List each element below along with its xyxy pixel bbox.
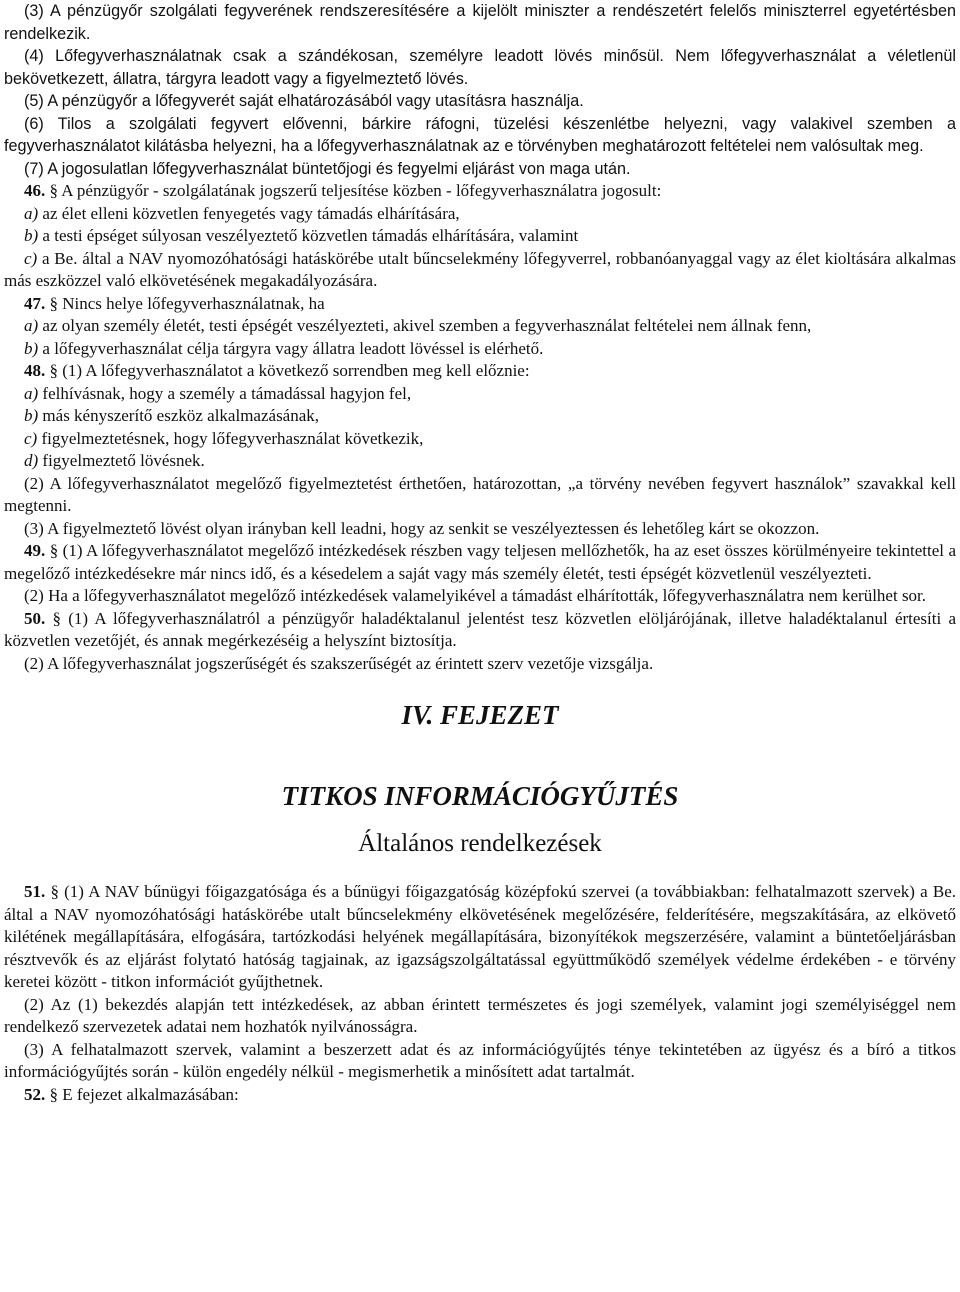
paragraph-p-48 — [4, 360, 956, 383]
paragraph-text: a testi épséget súlyosan veszélyeztető közvetlen támadás elhárítására, valamint — [38, 226, 579, 245]
point-label: b) — [24, 226, 39, 245]
section-number: 47. — [24, 293, 46, 313]
paragraph-p-45-7 — [4, 158, 956, 181]
paragraph-text: (2) Az (1) bekezdés alapján tett intézkedések, az abban érintett természetes és jogi személyek, valamint jogi személyiséggel nem rendelkező szervezetek adatai nem hozhatók nyilvánosságra. — [4, 994, 956, 1036]
chapter-title: TITKOS INFORMÁCIÓGYŰJTÉS — [281, 781, 679, 811]
paragraph-text: (2) Ha a lőfegyverhasználatot megelőző intézkedések valamelyikével a támadást elhárították, lőfegyverhasználatra nem kerülhet sor. — [24, 586, 927, 605]
paragraph-text — [45, 609, 52, 628]
section-sign: § — [49, 361, 58, 380]
paragraph-p-48-2 — [4, 473, 956, 518]
paragraph-p-49-2 — [4, 585, 956, 608]
paragraph-text: (5) A pénzügyőr a lőfegyverét saját elhatározásából vagy utasításra használja. — [24, 92, 584, 110]
paragraph-p-47-a — [4, 315, 956, 338]
point-label: b) — [24, 338, 39, 358]
paragraph-text: (1) A lőfegyverhasználatról a pénzügyőr haladéktalanul jelentést tesz közvetlen elöljárójának, illetve haladéktalanul értesíti a közvetlen vezetőjét, és annak megérkezéséig a helyszínt biztosítja. — [4, 608, 956, 650]
paragraph-text: a lőfegyverhasználat célja tárgyra vagy állatra leadott lövéssel is elérhető. — [38, 338, 544, 358]
paragraph-text: (3) A felhatalmazott szervek, valamint a beszerzett adat és az információgyűjtés ténye tekintetében az ügyész és a bíró a titkos információgyűjtés során - külön engedély nélkül - megismerhetik a minősített adat tartalmát. — [4, 1039, 956, 1081]
section-sign: § — [49, 1084, 58, 1104]
point-label: d) — [24, 451, 39, 470]
document-page — [4, 0, 956, 1106]
paragraph-p-45-5 — [4, 90, 956, 113]
paragraph-p-48-b — [4, 405, 956, 428]
paragraph-p-51-3 — [4, 1039, 956, 1084]
paragraph-p-45-6 — [4, 113, 956, 158]
section-firearm-use — [4, 0, 956, 675]
section-covert-information — [4, 881, 956, 1106]
section-number: 48. — [24, 361, 46, 380]
section-sign: § — [52, 608, 62, 628]
paragraph-text: felhívásnak, hogy a személy a támadással hagyjon fel, — [38, 383, 412, 403]
paragraph-p-47 — [4, 293, 956, 316]
paragraph-text: a Be. által a NAV nyomozóhatósági hatáskörébe utalt bűncselekmény lőfegyverrel, robbanóanyaggal vagy az élet kioltására alkalmas más eszközzel való elkövetésének megakadályozására. — [4, 248, 956, 290]
paragraph-text: figyelmeztető lövésnek. — [38, 451, 205, 470]
paragraph-p-51 — [4, 881, 956, 994]
paragraph-text: A pénzügyőr - szolgálatának jogszerű teljesítése közben - lőfegyverhasználatra jogosult: — [58, 181, 662, 200]
section-sign: § — [50, 882, 59, 901]
point-label: c) — [24, 248, 38, 268]
point-label: a) — [24, 203, 39, 223]
paragraph-text: az élet elleni közvetlen fenyegetés vagy támadás elhárítására, — [38, 203, 460, 223]
paragraph-p-45-3 — [4, 0, 956, 45]
paragraph-text: (4) Lőfegyverhasználatnak csak a szándékosan, személyre leadott lövés minősül. Nem lőfegyverhasználat a véletlenül bekövetkezett, állatra, tárgyra leadott vagy a figyelmeztető lövés. — [4, 47, 956, 88]
paragraph-p-48-a — [4, 383, 956, 406]
paragraph-text: (6) Tilos a szolgálati fegyvert elővenni, bárkire ráfogni, tüzelési készenlétbe helyezni, vagy valakivel szemben a fegyverhasználatot kilátásba helyezni, ha a lőfegyverhasználatnak az e törvényben meghatározott feltételei nem valósultak meg. — [4, 114, 956, 155]
paragraph-p-46 — [4, 180, 956, 203]
paragraph-text: (2) A lőfegyverhasználat jogszerűségét és szakszerűségét az érintett szerv vezetője vizsgálja. — [24, 653, 654, 673]
section-number: 50. — [24, 608, 46, 628]
paragraph-p-49 — [4, 540, 956, 585]
paragraph-text: (1) A lőfegyverhasználatot a következő sorrendben meg kell előznie: — [58, 361, 530, 380]
paragraph-text: (1) A lőfegyverhasználatot megelőző intézkedések részben vagy teljesen mellőzhetők, ha az eset összes körülményeire tekintettel a megelőző intézkedésekre már nincs idő, és a késedelem a saját vagy más személy életét, testi épségét közvetlenül veszélyezteti. — [4, 541, 957, 583]
paragraph-p-48-3 — [4, 518, 956, 541]
paragraph-p-48-c — [4, 428, 956, 451]
paragraph-text: más kényszerítő eszköz alkalmazásának, — [38, 406, 320, 425]
paragraph-text: (3) A pénzügyőr szolgálati fegyverének rendszeresítésére a kijelölt miniszter a rendészetért felelős miniszterrel egyetértésben rendelkezik. — [4, 2, 956, 43]
paragraph-text: E fejezet alkalmazásában: — [58, 1084, 239, 1104]
paragraph-p-50 — [4, 608, 956, 653]
paragraph-p-47-b — [4, 338, 956, 361]
paragraph-text: (1) A NAV bűnügyi főigazgatósága és a bűnügyi főigazgatóság középfokú szervei (a továbbiakban: felhatalmazott szervek) a Be. által a NAV nyomozóhatósági hatáskörébe utalt bűncselekmény elkövetésének megelőzésére, felderítésére, megszakítására, az elkövető kilétének megállapítására, elfogására, tartózkodási helyének megállapítására, bizonyítékok megszerzésére, valamint a büntetőeljárásban résztvevők és az eljárást folytató hatóság tagjainak, az igazságszolgáltatással együttműködő személyek védelme érdekében - e törvény keretei között - titkon információt gyűjthetnek. — [4, 882, 956, 991]
paragraph-text: (2) A lőfegyverhasználatot megelőző figyelmeztetést érthetően, határozottan, „a törvény nevében fegyvert használok” szavakkal kell megtenni. — [4, 473, 956, 515]
section-number: 46. — [24, 181, 46, 200]
section-sign: § — [49, 293, 58, 313]
section-sign: § — [49, 541, 59, 560]
section-number: 51. — [24, 882, 46, 901]
paragraph-p-51-2 — [4, 994, 956, 1039]
section-number: 49. — [24, 541, 46, 560]
paragraph-text: Nincs helye lőfegyverhasználatnak, ha — [58, 293, 325, 313]
point-label: b) — [24, 406, 39, 425]
paragraph-text: (3) A figyelmeztető lövést olyan irányban kell leadni, hogy az senkit se veszélyeztessen és lehetőleg kárt se okozzon. — [24, 518, 820, 538]
paragraph-p-46-b — [4, 225, 956, 248]
section-number: 52. — [24, 1084, 46, 1104]
section-sign: § — [49, 181, 58, 200]
paragraph-p-46-c — [4, 248, 956, 293]
point-label: a) — [24, 383, 39, 403]
point-label: c) — [24, 428, 38, 448]
chapter-number: IV. FEJEZET — [401, 700, 559, 730]
paragraph-p-52 — [4, 1084, 956, 1107]
paragraph-text: figyelmeztetésnek, hogy lőfegyverhasználat következik, — [37, 428, 424, 448]
paragraph-p-46-a — [4, 203, 956, 226]
paragraph-p-48-d — [4, 450, 956, 473]
paragraph-p-50-2 — [4, 653, 956, 676]
point-label: a) — [24, 316, 39, 335]
chapter-subtitle: Általános rendelkezések — [358, 830, 602, 857]
paragraph-p-45-4 — [4, 45, 956, 90]
paragraph-text: (7) A jogosulatlan lőfegyverhasználat büntetőjogi és fegyelmi eljárást von maga után. — [24, 159, 631, 178]
paragraph-text: az olyan személy életét, testi épségét veszélyezteti, akivel szemben a fegyverhasználat feltételei nem állnak fenn, — [38, 316, 812, 335]
